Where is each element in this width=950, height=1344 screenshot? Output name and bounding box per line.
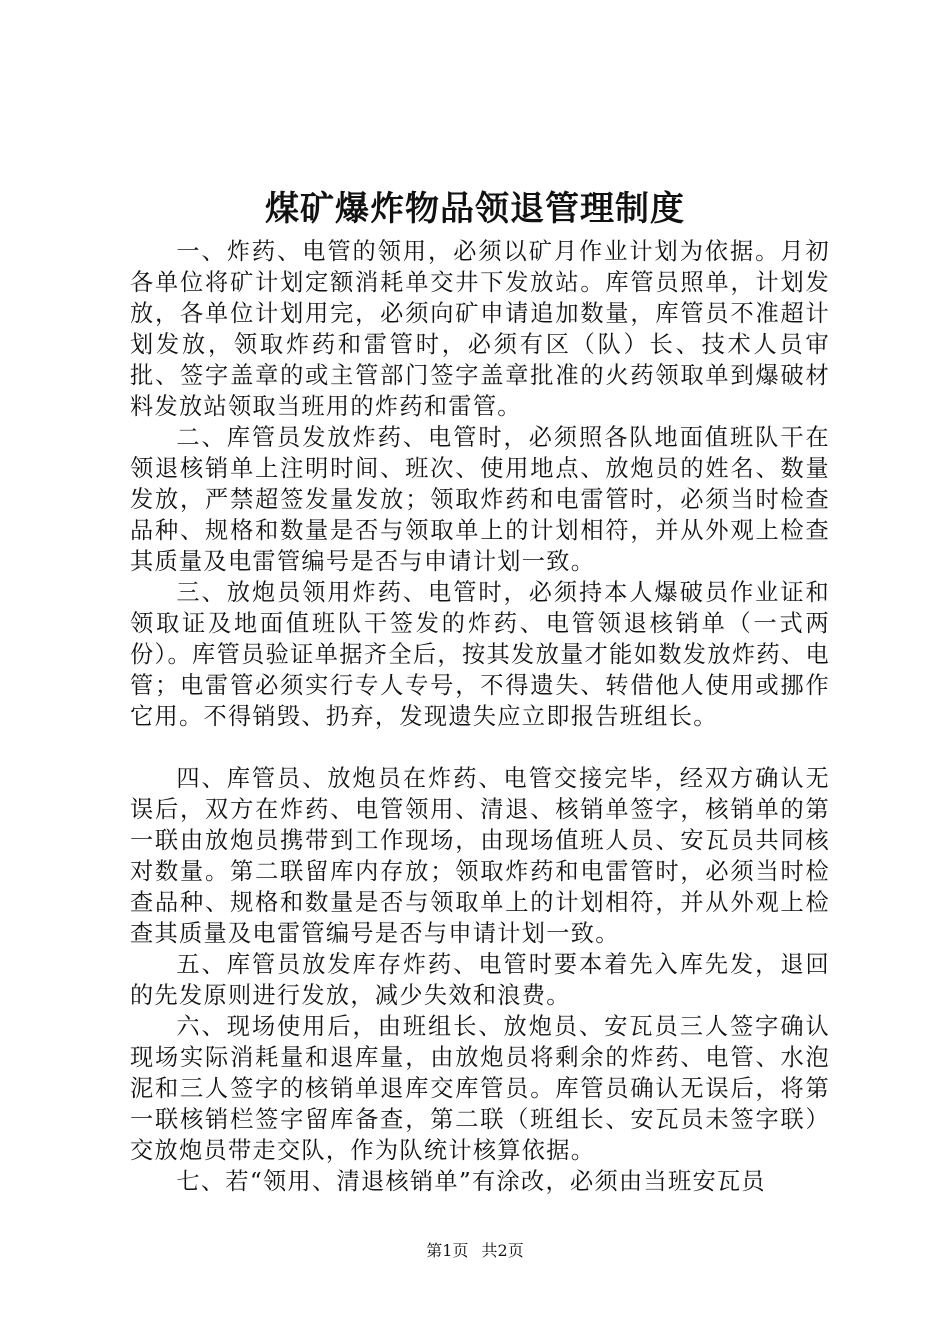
page-footer xyxy=(0,1240,950,1262)
paragraph-5: 五、库管员放发库存炸药、电管时要本着先入库先发，退回的先发原则进行发放，减少失效和浪费。 xyxy=(130,951,830,1009)
paragraph-7: 七、若“领用、清退核销单”有涂改，必须由当班安瓦员 xyxy=(176,1168,766,1195)
paragraph-2: 二、库管员发放炸药、电管时，必须照各队地面值班队干在领退核销单上注明时间、班次、使用地点、放炮员的姓名、数量发放，严禁超签发量发放；领取炸药和电雷管时，必须当时检查品种、规格和数量是否与领取单上的计划相符，并从外观上检查其质量及电雷管编号是否与申请计划一致。 xyxy=(130,424,830,575)
paragraph-1: 一、炸药、电管的领用，必须以矿月作业计划为依据。月初各单位将矿计划定额消耗单交井下发放站。库管员照单，计划发放，各单位计划用完，必须向矿申请追加数量，库管员不准超计划发放，领取炸药和雷管时，必须有区（队）长、技术人员审批、签字盖章的或主管部门签字盖章批准的火药领取单到爆破材料发放站领取当班用的炸药和雷管。 xyxy=(130,238,830,420)
document-title: 煤矿爆炸物品领退管理制度 xyxy=(265,189,685,229)
paragraph-6: 六、现场使用后，由班组长、放炮员、安瓦员三人签字确认现场实际消耗量和退库量，由放炮员将剩余的炸药、电管、水泡泥和三人签字的核销单退库交库管员。库管员确认无误后，将第一联核销栏签字留库备查，第二联（班组长、安瓦员未签字联）交放炮员带走交队，作为队统计核算依据。 xyxy=(130,1013,830,1164)
document-body xyxy=(130,236,830,1197)
paragraph-4: 四、库管员、放炮员在炸药、电管交接完毕，经双方确认无误后，双方在炸药、电管领用、清退、核销单签字，核销单的第一联由放炮员携带到工作现场，由现场值班人员、安瓦员共同核对数量。第二联留库内存放；领取炸药和电雷管时，必须当时检查品种、规格和数量是否与领取单上的计划相符，并从外观上检查其质量及电雷管编号是否与申请计划一致。 xyxy=(130,765,830,947)
paragraph-3: 三、放炮员领用炸药、电管时，必须持本人爆破员作业证和领取证及地面值班队干签发的炸药、电管领退核销单（一式两份）。库管员验证单据齐全后，按其发放量才能如数发放炸药、电管；电雷管必须实行专人专号，不得遗失、转借他人使用或挪作它用。不得销毁、扔弃，发现遗失应立即报告班组长。 xyxy=(130,579,830,730)
page-number-total: 共2页 xyxy=(481,1241,524,1260)
page-number-current: 第1页 xyxy=(426,1241,469,1260)
